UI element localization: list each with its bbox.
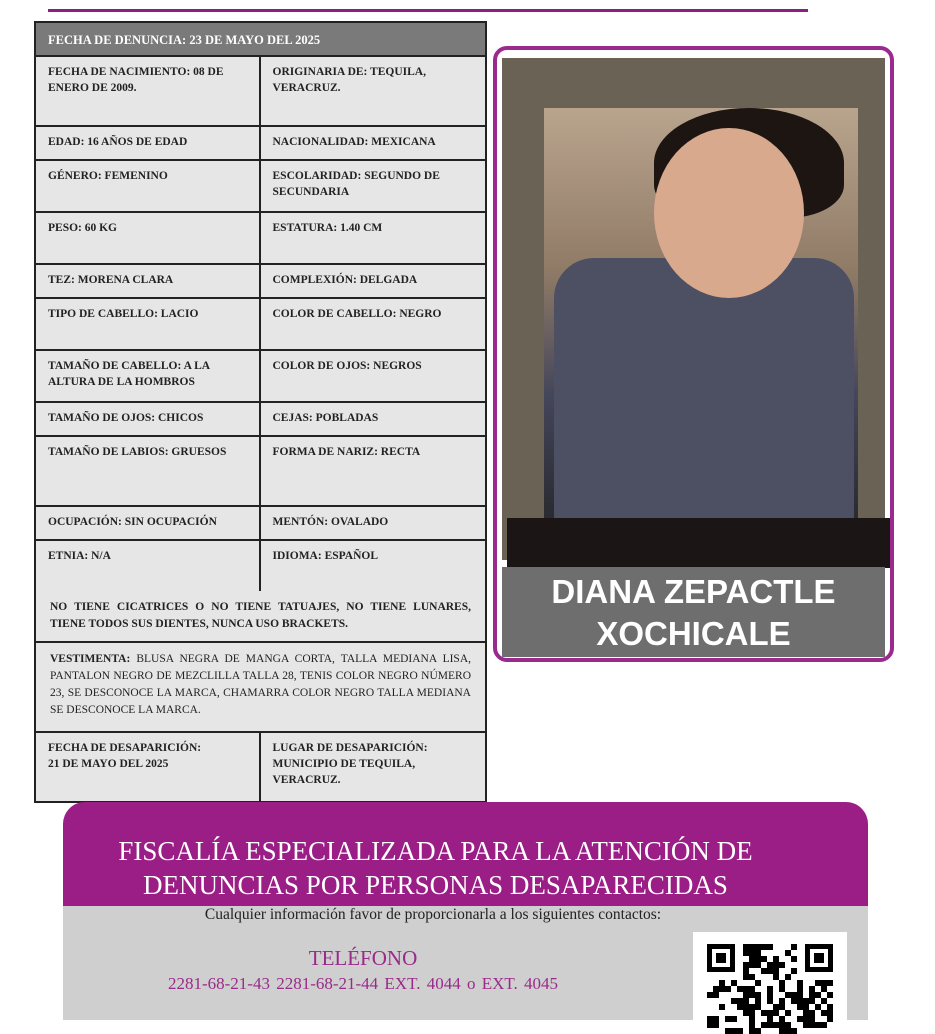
table-row (36, 127, 485, 161)
right-cell: ESTATURA: 1.40 CM (272, 222, 383, 234)
table-row (36, 213, 485, 265)
disappearance-date: FECHA DE DESAPARICIÓN: 21 DE MAYO DEL 2025 (36, 733, 261, 801)
table-row (36, 57, 485, 127)
clothing-description: BLUSA NEGRA DE MANGA CORTA, TALLA MEDIANA LISA, PANTALON NEGRO DE MEZCLILLA TALLA 28, TENIS COLOR NEGRO NÚMERO 23, SE DESCONOCE LA MARCA, CHAMARRA COLOR NEGRO TALLA MEDIANA SE DESCONOCE LA MARCA. (50, 653, 471, 716)
left-cell: PESO: 60 KG (36, 213, 261, 263)
right-cell: ESCOLARIDAD: SEGUNDO DE SECUNDARIA (272, 170, 440, 198)
qr-code-icon (707, 944, 833, 1034)
table-row (36, 403, 485, 437)
left-cell: GÉNERO: FEMENINO (36, 161, 261, 211)
right-cell: COMPLEXIÓN: DELGADA (272, 274, 418, 286)
right-cell: MENTÓN: OVALADO (272, 516, 389, 528)
clothing-text (36, 643, 485, 733)
phone-title: TELÉFONO (308, 946, 418, 970)
left-cell: TEZ: MORENA CLARA (36, 265, 261, 297)
right-cell: ORIGINARIA DE: TEQUILA, VERACRUZ. (272, 66, 426, 94)
contact-instructions: Cualquier información favor de proporcionarla a los siguientes contactos: (204, 906, 662, 923)
agency-line-2: DENUNCIAS POR PERSONAS DESAPARECIDAS (143, 870, 728, 900)
left-cell: TAMAÑO DE CABELLO: A LA ALTURA DE LA HOMBROS (36, 351, 261, 401)
person-photo (502, 58, 885, 560)
left-cell: FECHA DE NACIMIENTO: 08 DE ENERO DE 2009. (36, 57, 261, 125)
disappearance-row (36, 733, 485, 801)
right-cell: CEJAS: POBLADAS (272, 412, 379, 424)
table-row (36, 507, 485, 541)
right-cell: COLOR DE CABELLO: NEGRO (272, 308, 442, 320)
clothing-label: VESTIMENTA: (50, 653, 131, 665)
report-date: FECHA DE DENUNCIA: 23 DE MAYO DEL 2025 (36, 23, 485, 57)
person-name: DIANA ZEPACTLE XOCHICALE (502, 567, 885, 657)
info-table (34, 21, 487, 803)
left-cell: ETNIA: N/A (36, 541, 261, 591)
phone-numbers: 2281-68-21-43 2281-68-21-44 EXT. 4044 o EXT. 4045 (167, 974, 559, 993)
right-cell: FORMA DE NARIZ: RECTA (272, 446, 421, 458)
contact-section (63, 906, 868, 1020)
table-row (36, 541, 485, 591)
photo-card (493, 46, 894, 662)
left-cell: TIPO DE CABELLO: LACIO (36, 299, 261, 349)
table-row (36, 265, 485, 299)
table-row (36, 299, 485, 351)
left-cell: OCUPACIÓN: SIN OCUPACIÓN (36, 507, 261, 539)
right-cell: NACIONALIDAD: MEXICANA (272, 136, 436, 148)
right-cell: COLOR DE OJOS: NEGROS (272, 360, 422, 372)
left-cell: EDAD: 16 AÑOS DE EDAD (36, 127, 261, 159)
left-cell: TAMAÑO DE LABIOS: GRUESOS (36, 437, 261, 505)
agency-banner (63, 802, 868, 906)
qr-code[interactable] (693, 932, 847, 1032)
agency-line-1: FISCALÍA ESPECIALIZADA PARA LA ATENCIÓN DE (118, 836, 753, 866)
table-row (36, 351, 485, 403)
right-cell: IDIOMA: ESPAÑOL (272, 550, 379, 562)
table-row (36, 161, 485, 213)
left-cell: TAMAÑO DE OJOS: CHICOS (36, 403, 261, 435)
table-row (36, 437, 485, 507)
top-divider (48, 9, 808, 12)
disappearance-place: LUGAR DE DESAPARICIÓN: MUNICIPIO DE TEQUILA, VERACRUZ. (272, 742, 428, 786)
marks-text: NO TIENE CICATRICES O NO TIENE TATUAJES, NO TIENE LUNARES, TIENE TODOS SUS DIENTES, NUNCA USO BRACKETS. (36, 591, 485, 643)
